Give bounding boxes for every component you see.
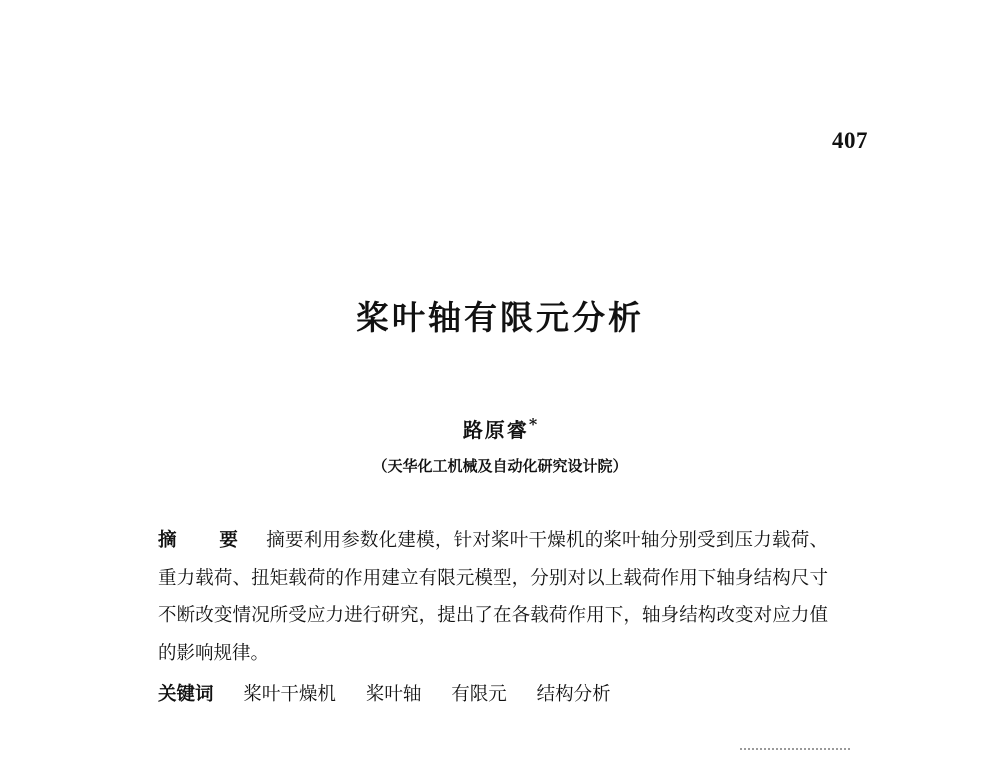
keyword-item: 桨叶轴 bbox=[365, 684, 422, 705]
keywords-label: 关键词 bbox=[158, 684, 214, 705]
keyword-item: 桨叶干燥机 bbox=[243, 684, 336, 705]
author-line bbox=[0, 414, 1000, 443]
scan-artifact-marks bbox=[740, 748, 850, 758]
affiliation: （天华化工机械及自动化研究设计院） bbox=[372, 457, 628, 475]
keyword-item: 有限元 bbox=[451, 684, 507, 705]
keyword-item: 结构分析 bbox=[536, 684, 611, 705]
page-number: 407 bbox=[832, 128, 868, 153]
author-name: 路原睿 bbox=[462, 418, 529, 442]
abstract-label: 摘 要 bbox=[158, 530, 257, 551]
author-footnote-mark: * bbox=[528, 414, 538, 434]
abstract-text: 摘要利用参数化建模，针对桨叶干燥机的桨叶轴分别受到压力载荷、重力载荷、扭矩载荷的作用建立有限元模型，分别对以上载荷作用下轴身结构尺寸不断改变情况所受应力进行研究，提出了在各载荷作用下，轴身结构改变对应力值的影响规律。 bbox=[158, 530, 828, 664]
paper-title: 桨叶轴有限元分析 bbox=[356, 298, 644, 337]
abstract bbox=[158, 522, 828, 672]
keywords bbox=[158, 680, 828, 706]
